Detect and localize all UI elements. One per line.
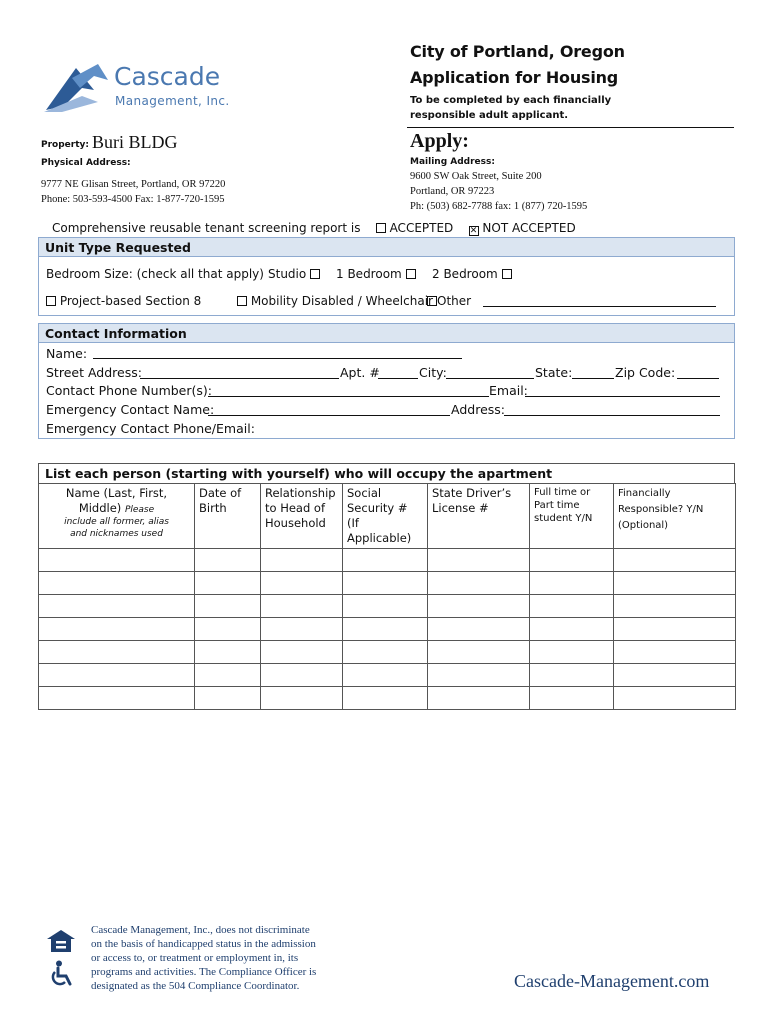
wheelchair-icon	[48, 960, 76, 988]
street-label: Street Address:	[46, 365, 142, 380]
table-cell[interactable]	[343, 641, 428, 664]
col-ft-text-1: Full time or	[534, 487, 591, 498]
page-title-line1: City of Portland, Oregon	[410, 42, 625, 61]
zip-input-line[interactable]	[677, 378, 719, 379]
physical-address-label: Physical Address:	[41, 158, 131, 168]
unit-type-title: Unit Type Requested	[45, 240, 191, 255]
col-name-note-2: and nicknames used	[70, 529, 163, 539]
table-cell[interactable]	[195, 641, 261, 664]
table-cell[interactable]	[261, 595, 343, 618]
phone-input-line[interactable]	[208, 396, 489, 397]
email-label: Email:	[489, 383, 528, 398]
col-fin-text-3: (Optional)	[618, 520, 669, 531]
table-row	[39, 572, 736, 595]
table-cell[interactable]	[428, 641, 530, 664]
col-student-header	[530, 484, 614, 549]
col-name-text-1: Name (Last, First,	[65, 486, 168, 500]
col-license-header	[428, 484, 530, 549]
col-financial-header	[614, 484, 736, 549]
state-input-line[interactable]	[572, 378, 614, 379]
state-label: State:	[535, 365, 573, 380]
two-bedroom-label: 2 Bedroom	[432, 267, 498, 281]
table-cell[interactable]	[530, 641, 614, 664]
subtitle-line2: responsible adult applicant.	[410, 110, 569, 121]
occupants-header-row	[39, 484, 736, 549]
footer-line2: on the basis of handicapped status in the admission	[91, 938, 316, 950]
unit-type-header	[38, 237, 735, 257]
table-cell[interactable]	[39, 595, 195, 618]
studio-option[interactable]	[268, 267, 320, 281]
table-cell[interactable]	[39, 618, 195, 641]
table-cell[interactable]	[428, 687, 530, 710]
footer-line5: designated as the 504 Compliance Coordinator.	[91, 980, 300, 992]
city-input-line[interactable]	[446, 378, 534, 379]
table-cell[interactable]	[614, 664, 736, 687]
name-label: Name:	[46, 346, 88, 361]
table-cell[interactable]	[261, 687, 343, 710]
table-cell[interactable]	[195, 618, 261, 641]
col-relationship-header	[261, 484, 343, 549]
email-input-line[interactable]	[525, 396, 720, 397]
emergency-address-label: Address:	[451, 402, 505, 417]
one-bedroom-checkbox[interactable]	[406, 269, 416, 279]
table-cell[interactable]	[428, 549, 530, 572]
col-name-header	[39, 484, 195, 549]
table-cell[interactable]	[343, 687, 428, 710]
table-cell[interactable]	[195, 595, 261, 618]
table-row	[39, 687, 736, 710]
table-cell[interactable]	[195, 664, 261, 687]
mobility-checkbox[interactable]	[237, 296, 247, 306]
not-accepted-checkbox[interactable]: ✕	[469, 226, 478, 236]
table-cell[interactable]	[530, 549, 614, 572]
phone-label: Contact Phone Number(s):	[46, 383, 212, 398]
other-input-line[interactable]	[483, 306, 716, 307]
col-dob-header	[195, 484, 261, 549]
col-dob-text-2: Birth	[199, 501, 227, 515]
screening-text: Comprehensive reusable tenant screening report is	[52, 221, 361, 235]
table-cell[interactable]	[428, 572, 530, 595]
col-fin-text-2: Responsible? Y/N	[618, 504, 704, 515]
col-fin-text-1: Financially	[618, 488, 671, 499]
col-ft-text-2: Part time	[534, 500, 580, 511]
footer-line3: or access to, or treatment or employment in, its	[91, 952, 299, 964]
section8-option[interactable]	[46, 294, 201, 308]
col-dob-text-1: Date of	[199, 486, 242, 500]
col-rel-text-2: to Head of	[265, 501, 326, 515]
table-cell[interactable]	[530, 618, 614, 641]
col-name-text-2: Middle)	[78, 501, 122, 515]
table-cell[interactable]	[261, 572, 343, 595]
col-ssn-text-4: Applicable)	[347, 531, 412, 545]
table-cell[interactable]	[428, 618, 530, 641]
contact-header	[38, 323, 735, 343]
section8-checkbox[interactable]	[46, 296, 56, 306]
page-title-line2: Application for Housing	[410, 68, 619, 87]
contact-title: Contact Information	[45, 326, 187, 341]
col-name-please: Please	[124, 505, 155, 515]
mailing-address-label: Mailing Address:	[410, 157, 495, 167]
table-cell[interactable]	[428, 595, 530, 618]
col-name-note-1: include all former, alias	[64, 517, 169, 527]
logo-subname: Management, Inc.	[115, 94, 230, 108]
occupants-title: List each person (starting with yourself) who will occupy the apartment	[45, 466, 553, 481]
table-cell[interactable]	[614, 572, 736, 595]
table-cell[interactable]	[343, 549, 428, 572]
table-cell[interactable]	[614, 618, 736, 641]
emergency-address-input-line[interactable]	[504, 415, 720, 416]
city-label: City:	[419, 365, 447, 380]
table-cell[interactable]	[343, 664, 428, 687]
table-cell[interactable]	[195, 687, 261, 710]
website-link[interactable]: Cascade-Management.com	[514, 971, 710, 991]
col-ft-text-3: student Y/N	[534, 513, 593, 524]
table-cell[interactable]	[343, 572, 428, 595]
occupants-table	[38, 483, 736, 710]
table-cell[interactable]	[428, 664, 530, 687]
studio-label: Studio	[268, 267, 307, 281]
emergency-name-label: Emergency Contact Name:	[46, 402, 215, 417]
one-bedroom-option[interactable]	[336, 267, 416, 281]
logo-name: Cascade	[114, 62, 221, 91]
property-label: Property:	[41, 140, 89, 150]
two-bedroom-checkbox[interactable]	[502, 269, 512, 279]
table-row	[39, 595, 736, 618]
col-dl-text-2: License #	[432, 501, 489, 515]
section8-label: Project-based Section 8	[59, 294, 202, 308]
property-value: Buri BLDG	[92, 132, 178, 152]
table-cell[interactable]	[39, 549, 195, 572]
apt-label: Apt. #	[340, 365, 380, 380]
street-input-line[interactable]	[140, 378, 339, 379]
mailing-line3: Ph: (503) 682-7788 fax: 1 (877) 720-1595	[410, 201, 588, 212]
footer-line1: Cascade Management, Inc., does not discriminate	[91, 924, 310, 936]
table-cell[interactable]	[614, 687, 736, 710]
physical-address: 9777 NE Glisan Street, Portland, OR 97220	[41, 179, 226, 190]
table-cell[interactable]	[343, 595, 428, 618]
not-accepted-label: NOT ACCEPTED	[482, 221, 576, 235]
other-option[interactable]	[427, 294, 471, 308]
col-ssn-text-2: Security #	[347, 501, 408, 515]
equal-housing-icon	[46, 929, 76, 953]
table-cell[interactable]	[343, 618, 428, 641]
cascade-logo	[42, 62, 242, 114]
apply-heading: Apply:	[410, 130, 469, 152]
cascade-logo-icon	[42, 62, 112, 114]
table-cell[interactable]	[39, 664, 195, 687]
accepted-checkbox[interactable]	[376, 223, 386, 233]
studio-checkbox[interactable]	[310, 269, 320, 279]
zip-label: Zip Code:	[615, 365, 676, 380]
nondiscrimination-statement	[91, 923, 391, 993]
table-row	[39, 641, 736, 664]
table-cell[interactable]	[261, 664, 343, 687]
table-cell[interactable]	[530, 664, 614, 687]
emergency-phone-label: Emergency Contact Phone/Email:	[46, 421, 255, 436]
table-cell[interactable]	[39, 572, 195, 595]
emergency-name-input-line[interactable]	[208, 415, 450, 416]
property-phone: Phone: 503-593-4500 Fax: 1-877-720-1595	[41, 194, 225, 205]
accepted-label: ACCEPTED	[389, 221, 454, 235]
col-ssn-text-1: Social	[347, 486, 382, 500]
table-cell[interactable]	[39, 641, 195, 664]
bedroom-size-label: Bedroom Size: (check all that apply)	[46, 267, 264, 281]
subtitle-line1: To be completed by each financially	[410, 95, 612, 106]
name-input-line[interactable]	[93, 358, 462, 359]
table-cell[interactable]	[261, 641, 343, 664]
table-cell[interactable]	[261, 549, 343, 572]
table-cell[interactable]	[614, 595, 736, 618]
table-cell[interactable]	[530, 572, 614, 595]
mobility-option[interactable]	[237, 294, 433, 308]
table-row	[39, 549, 736, 572]
table-cell[interactable]	[39, 687, 195, 710]
header-divider	[407, 127, 734, 128]
col-rel-text-1: Relationship	[265, 486, 336, 500]
table-row	[39, 618, 736, 641]
col-rel-text-3: Household	[265, 516, 326, 530]
occupants-header	[38, 463, 735, 484]
other-checkbox[interactable]	[427, 296, 437, 306]
mailing-line1: 9600 SW Oak Street, Suite 200	[410, 171, 542, 182]
table-cell[interactable]	[261, 618, 343, 641]
col-ssn-header	[343, 484, 428, 549]
col-dl-text-1: State Driver’s	[432, 486, 512, 500]
footer-line4: programs and activities. The Compliance Officer is	[91, 966, 317, 978]
two-bedroom-option[interactable]	[432, 267, 512, 281]
table-cell[interactable]	[614, 549, 736, 572]
other-label: Other	[437, 294, 472, 308]
apt-input-line[interactable]	[378, 378, 418, 379]
table-cell[interactable]	[530, 595, 614, 618]
screening-row	[52, 221, 576, 236]
mobility-label: Mobility Disabled / Wheelchair	[250, 294, 433, 308]
col-ssn-text-3: (If	[347, 516, 359, 530]
table-cell[interactable]	[614, 641, 736, 664]
table-cell[interactable]	[195, 572, 261, 595]
table-cell[interactable]	[530, 687, 614, 710]
table-row	[39, 664, 736, 687]
table-cell[interactable]	[195, 549, 261, 572]
one-bedroom-label: 1 Bedroom	[336, 267, 402, 281]
mailing-line2: Portland, OR 97223	[410, 186, 495, 197]
